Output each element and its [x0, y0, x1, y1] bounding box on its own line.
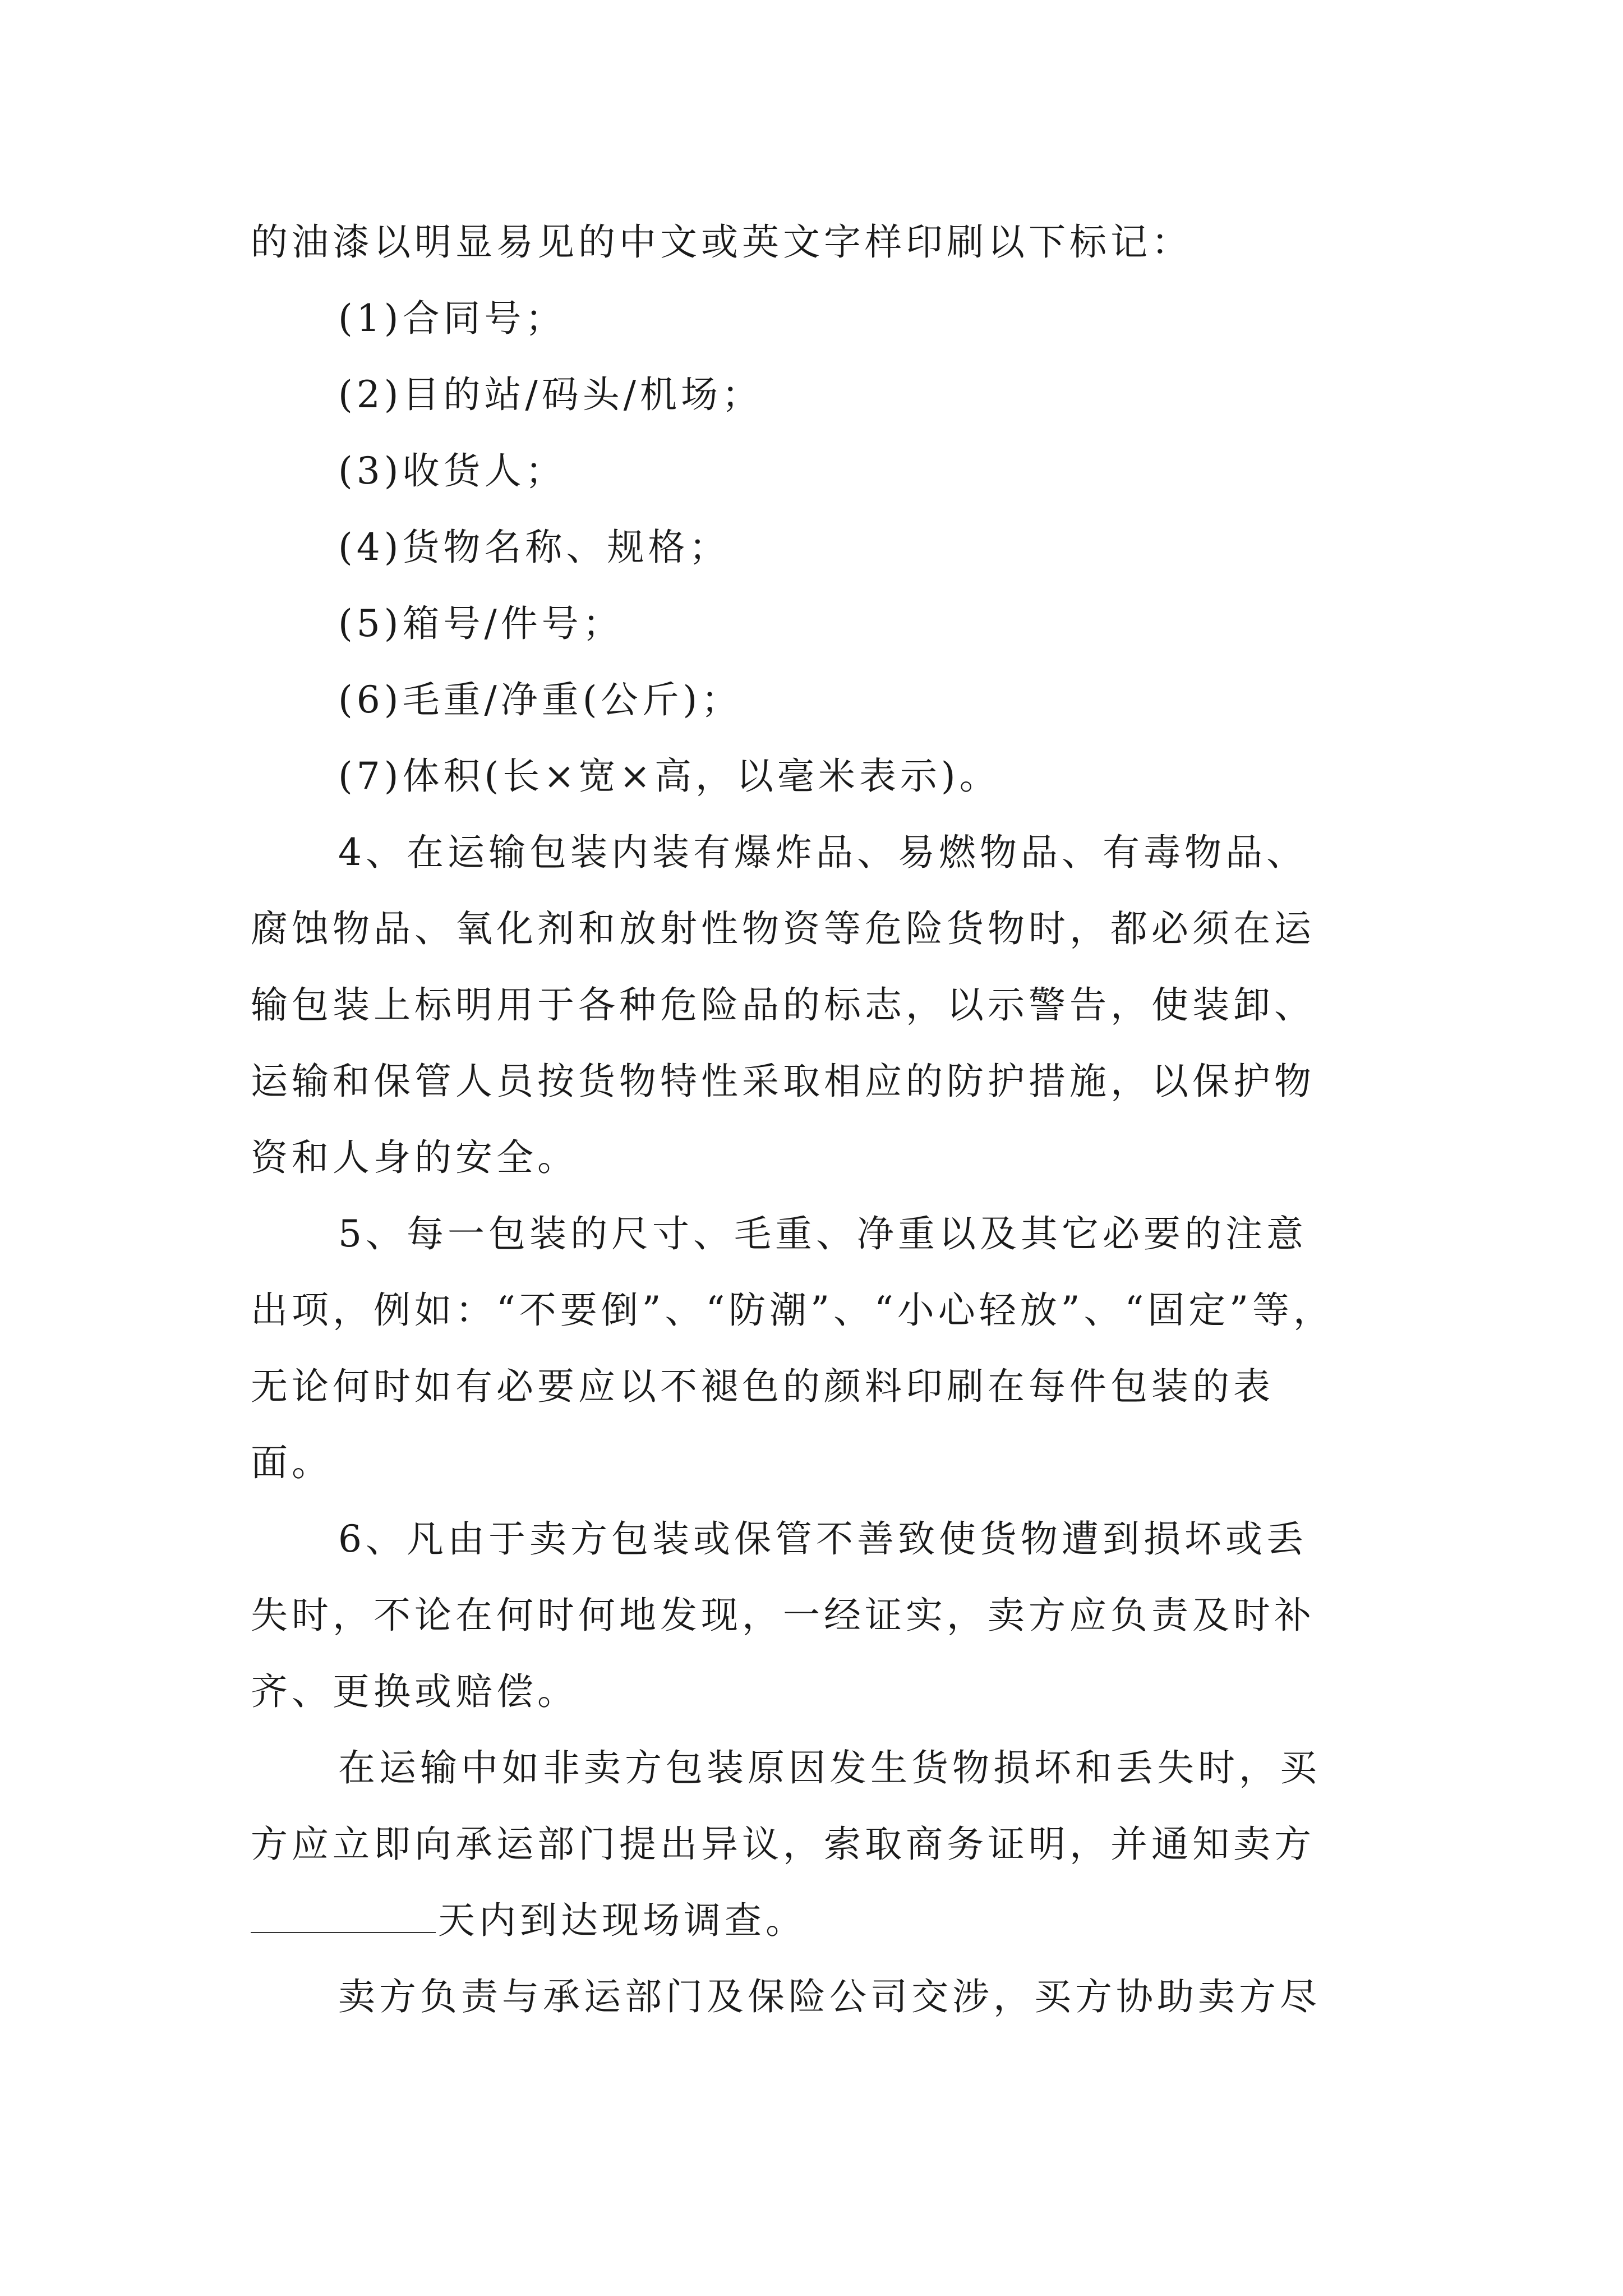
list-item-consignee: (3)收货人；	[338, 449, 566, 493]
paragraph-5-line: 出项，例如：“不要倒”、“防潮”、“小心轻放”、“固定”等，	[251, 1289, 1334, 1332]
paragraph-4-line: 输包装上标明用于各种危险品的标志，以示警告，使装卸、	[251, 983, 1315, 1027]
paragraph-transport-line: 方应立即向承运部门提出异议，索取商务证明，并通知卖方	[251, 1823, 1315, 1866]
list-item-goods-name: (4)货物名称、规格；	[338, 526, 730, 569]
paragraph-transport-line: 在运输中如非卖方包装原因发生货物损坏和丢失时，买	[338, 1746, 1321, 1789]
paragraph-4-line: 4、在运输包装内装有爆炸品、易燃物品、有毒物品、	[338, 831, 1307, 874]
paragraph-4-line: 腐蚀物品、氧化剂和放射性物资等危险货物时，都必须在运	[251, 907, 1315, 950]
list-item-volume: (7)体积(长×宽×高，以毫米表示)。	[338, 754, 1000, 798]
paragraph-6-line: 齐、更换或赔偿。	[251, 1670, 578, 1713]
paragraph-4-line: 资和人身的安全。	[251, 1136, 578, 1179]
text-line: 的油漆以明显易见的中文或英文字样印刷以下标记：	[251, 220, 1192, 264]
paragraph-seller-line: 卖方负责与承运部门及保险公司交涉，买方协助卖方尽	[338, 1975, 1321, 2018]
paragraph-5-line: 5、每一包装的尺寸、毛重、净重以及其它必要的注意	[338, 1212, 1307, 1255]
paragraph-6-line: 6、凡由于卖方包装或保管不善致使货物遭到损坏或丢	[338, 1517, 1307, 1561]
list-item-case-no: (5)箱号/件号；	[338, 602, 624, 645]
paragraph-5-line: 面。	[251, 1441, 333, 1484]
paragraph-6-line: 失时，不论在何时何地发现，一经证实，卖方应负责及时补	[251, 1594, 1315, 1637]
fill-in-blank	[251, 1899, 436, 1933]
blank-suffix-text: 天内到达现场调查。	[438, 1899, 806, 1942]
list-item-weight: (6)毛重/净重(公斤)；	[338, 678, 743, 721]
paragraph-4-line: 运输和保管人员按货物特性采取相应的防护措施，以保护物	[251, 1060, 1315, 1103]
list-item-contract-no: (1)合同号；	[338, 297, 566, 340]
list-item-destination: (2)目的站/码头/机场；	[338, 373, 763, 416]
paragraph-5-line: 无论何时如有必要应以不褪色的颜料印刷在每件包装的表	[251, 1365, 1274, 1408]
paragraph-transport-line-with-blank	[251, 1898, 806, 1943]
